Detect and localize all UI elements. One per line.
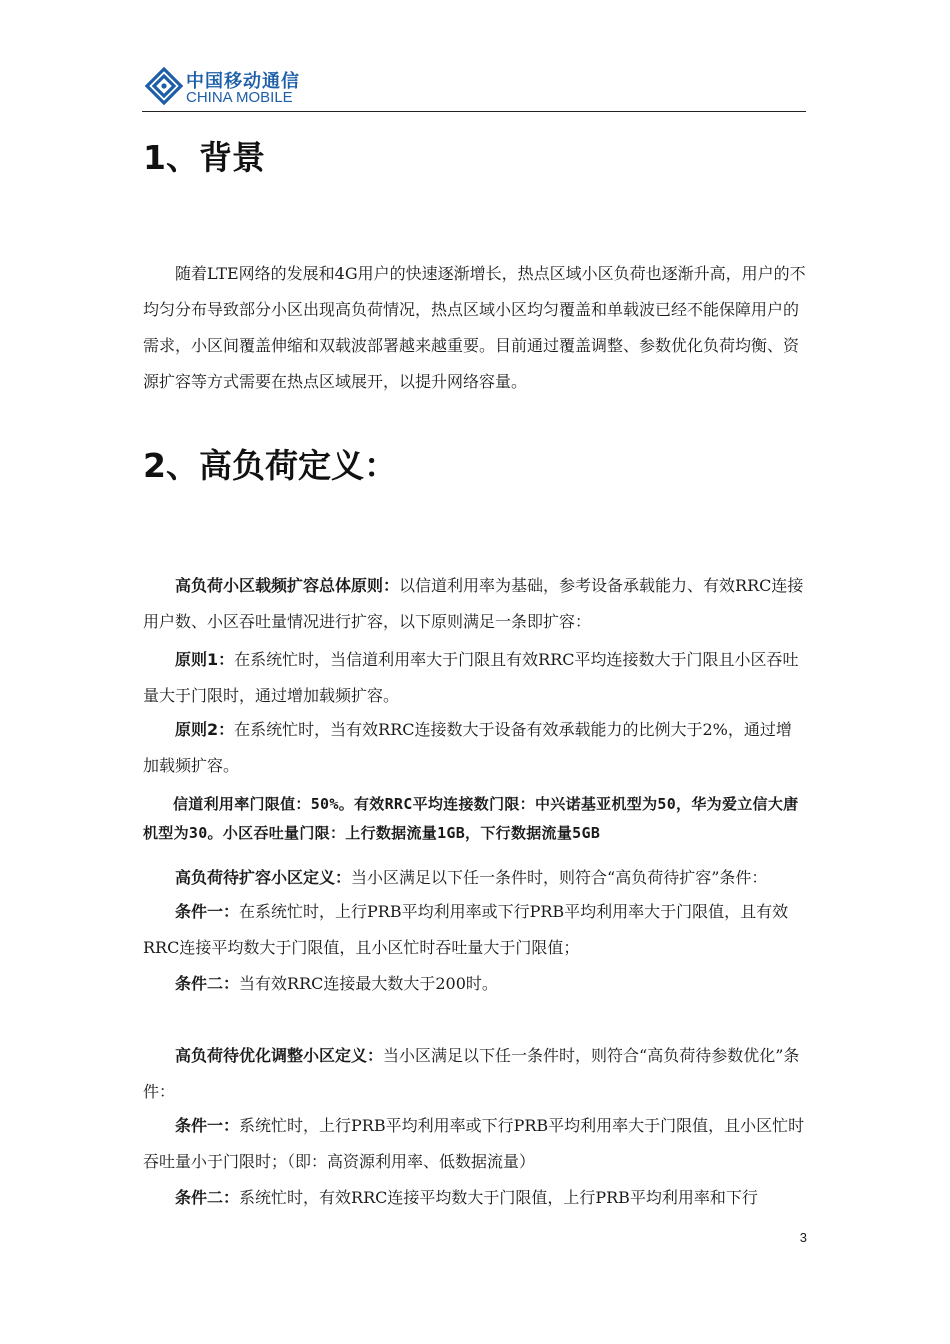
expand-condition-1-text: 在系统忙时，上行PRB平均利用率或下行PRB平均利用率大于门限值，且有效RRC连接平均数大于门限值，且小区忙时吞吐量大于门限值； [143, 902, 789, 957]
rule-2-text: 在系统忙时，当有效RRC连接数大于设备有效承载能力的比例大于2%，通过增加载频扩容。 [143, 720, 792, 775]
principle-text: 以信道利用率为基础，参考设备承载能力、有效RRC连接用户数、小区吞吐量情况进行扩容，以下原则满足一条即扩容： [143, 576, 804, 631]
thresholds-paragraph: 信道利用率门限值：50%。有效RRC平均连接数门限：中兴诺基亚机型为50，华为爱立信大唐机型为30。小区吞吐量门限：上行数据流量1GB，下行数据流量5GB [143, 795, 799, 842]
rule-1-paragraph [143, 642, 806, 714]
expand-condition-2-label: 条件二： [175, 974, 240, 993]
header-rule [142, 111, 806, 112]
expand-definition-text: 当小区满足以下任一条件时，则符合“高负荷待扩容”条件： [351, 868, 768, 887]
principle-label: 高负荷小区载频扩容总体原则： [175, 576, 400, 595]
optimize-condition-1-text: 系统忙时，上行PRB平均利用率或下行PRB平均利用率大于门限值，且小区忙时吞吐量小于门限时；（即：高资源利用率、低数据流量） [143, 1116, 805, 1171]
logo-chinese-text: 中国移动通信 [186, 71, 300, 92]
expand-definition-paragraph [143, 860, 806, 896]
optimize-definition-paragraph [143, 1038, 806, 1110]
rule-2-paragraph [143, 712, 806, 784]
principle-paragraph [143, 568, 806, 640]
page-number: 3 [799, 1230, 807, 1245]
optimize-condition-1-label: 条件一： [175, 1116, 240, 1135]
expand-condition-2-text: 当有效RRC连接最大数大于200时。 [239, 974, 498, 993]
china-mobile-emblem-icon [144, 66, 184, 106]
optimize-condition-2-text: 系统忙时，有效RRC连接平均数大于门限值，上行PRB平均利用率和下行 [239, 1188, 758, 1207]
optimize-condition-2-label: 条件二： [175, 1188, 240, 1207]
rule-2-label: 原则2： [175, 720, 235, 739]
expand-condition-1-label: 条件一： [175, 902, 240, 921]
optimize-definition-text: 当小区满足以下任一条件时，则符合“高负荷待参数优化”条件： [143, 1046, 800, 1101]
expand-condition-2 [143, 966, 806, 1002]
section-1-body: 随着LTE网络的发展和4G用户的快速逐渐增长，热点区域小区负荷也逐渐升高，用户的不均匀分布导致部分小区出现高负荷情况，热点区域小区均匀覆盖和单载波已经不能保障用户的需求，小区间覆盖伸缩和双载波部署越来越重要。目前通过覆盖调整、参数优化负荷均衡、资源扩容等方式需要在热点区域展开，以提升网络容量。 [143, 264, 806, 391]
optimize-definition-label: 高负荷待优化调整小区定义： [175, 1046, 384, 1065]
rule-1-text: 在系统忙时，当信道利用率大于门限且有效RRC平均连接数大于门限且小区吞吐量大于门限时，通过增加载频扩容。 [143, 650, 799, 705]
logo-english-text: CHINA MOBILE [186, 89, 293, 106]
section-1-title: 1、背景 [143, 138, 265, 177]
expand-definition-label: 高负荷待扩容小区定义： [175, 868, 352, 887]
optimize-condition-1 [143, 1108, 806, 1180]
expand-condition-1 [143, 894, 806, 966]
rule-1-label: 原则1： [175, 650, 235, 669]
optimize-condition-2 [143, 1180, 806, 1216]
section-2-title: 2、高负荷定义： [143, 446, 397, 485]
